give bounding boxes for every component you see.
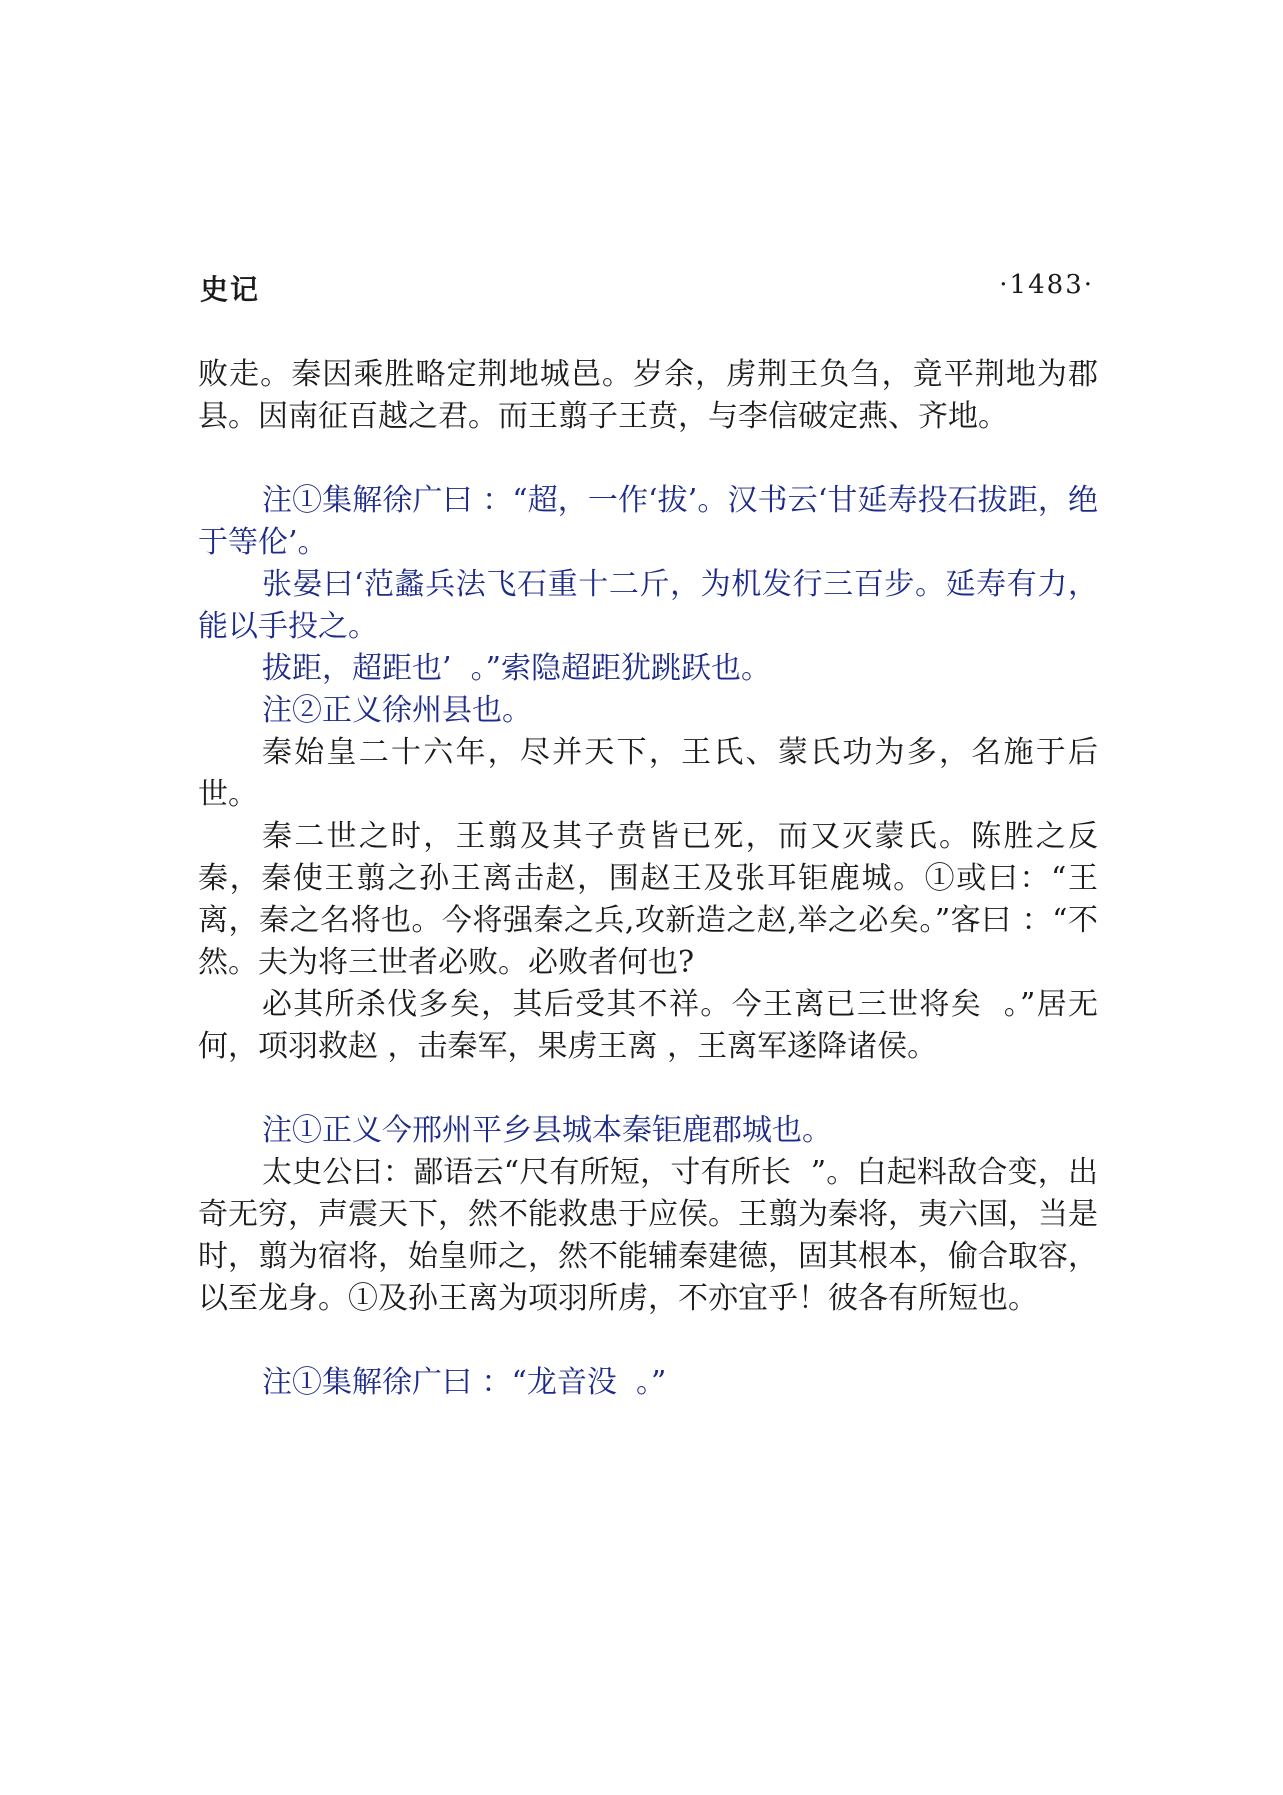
page-body [198, 354, 1098, 1404]
annotation-note: 张晏曰‘范蠡兵法飞石重十二斤，为机发行三百步。延寿有力，能以手投之。 [198, 567, 1098, 644]
annotation-note: 注①集解徐广曰 ：“龙音没 。” [262, 1365, 667, 1400]
body-paragraph: 秦始皇二十六年，尽并天下，王氏、蒙氏功为多，名施于后世。 [198, 735, 1098, 812]
annotation-note: 注②正义徐州县也。 [262, 693, 532, 728]
annotation-note: 注①正义今邢州平乡县城本秦钜鹿郡城也。 [262, 1113, 832, 1148]
body-paragraph: 秦二世之时，王翦及其子贲皆已死，而又灭蒙氏。陈胜之反秦，秦使王翦之孙王离击赵，围赵王及张耳钜鹿城。①或曰：“王离，秦之名将也。今将强秦之兵,攻新造之赵,举之必矣。”客曰 ：“不然。夫为将三世者必败。必败者何也? [198, 819, 1098, 980]
paragraph-gap [198, 438, 1098, 480]
body-paragraph: 必其所杀伐多矣，其后受其不祥。今王离已三世将矣 。”居无何，项羽救赵 ，击秦军，果虏王离 ，王离军遂降诸侯。 [198, 987, 1098, 1064]
annotation-note: 注①集解徐广曰 ：“超，一作‘拔’。汉书云‘甘延寿投石拔距，绝于等伦’。 [198, 483, 1098, 560]
paragraph-gap [198, 1068, 1098, 1110]
page-header [200, 268, 1094, 308]
page-number: ·1483· [999, 270, 1094, 300]
book-title: 史记 [200, 273, 261, 306]
body-paragraph: 太史公曰：鄙语云“尺有所短，寸有所长 ”。白起料敌合变，出奇无穷，声震天下，然不能救患于应侯。王翦为秦将，夷六国，当是时，翦为宿将，始皇师之，然不能辅秦建德，固其根本，偷合取容，以至龙身。①及孙王离为项羽所虏，不亦宜乎！彼各有所短也。 [198, 1155, 1098, 1316]
body-paragraph: 败走。秦因乘胜略定荆地城邑。岁余，虏荆王负刍，竟平荆地为郡县。因南征百越之君。而王翦子王贲，与李信破定燕、齐地。 [198, 357, 1098, 434]
paragraph-gap [198, 1320, 1098, 1362]
annotation-note: 拔距，超距也’ 。”索隐超距犹跳跃也。 [262, 651, 771, 686]
